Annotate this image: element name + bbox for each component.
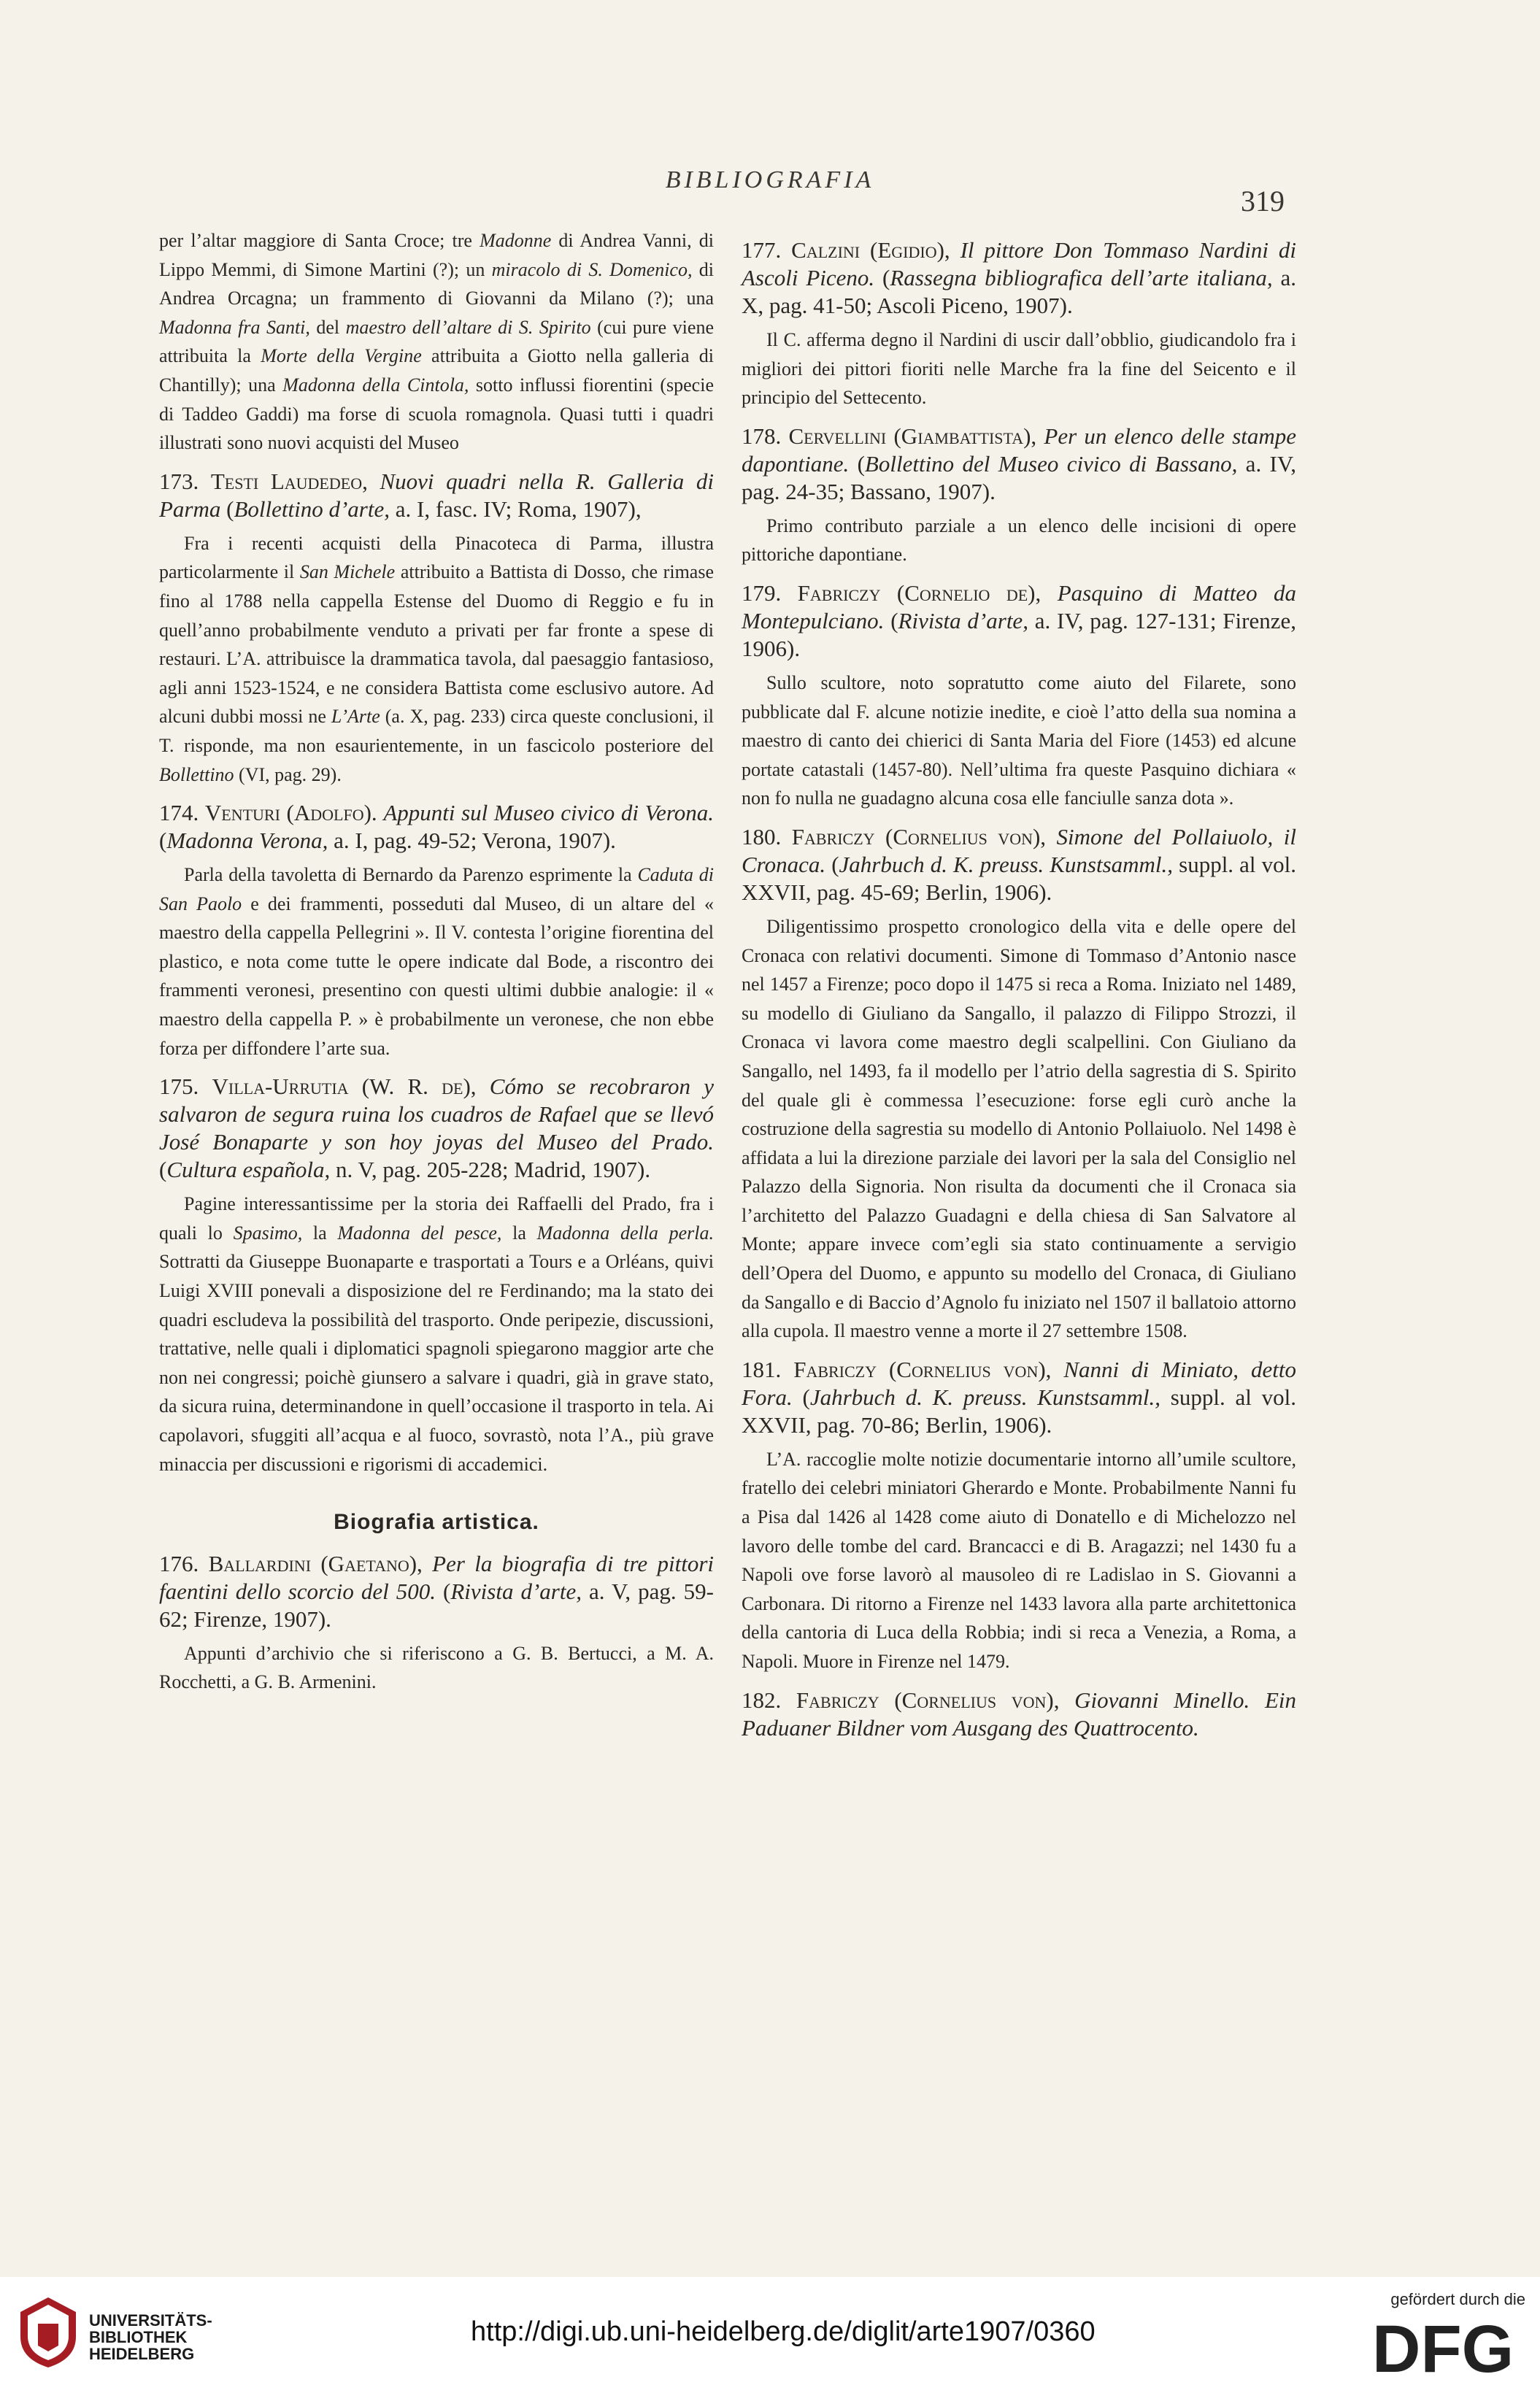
text-run: suppl. al vol. XXVII, pag. 70-86; Berlin, 1906). bbox=[742, 1384, 1296, 1438]
text-run: ( bbox=[159, 1157, 167, 1183]
text-run: ( bbox=[849, 450, 865, 477]
italic-title: Cómo se recobraron y salvaron de segura ruina los cuadros de Rafael que se llevó José Bonaparte y son hoy joyas del Museo del Prado. bbox=[159, 1074, 715, 1155]
paragraph-continued bbox=[159, 226, 714, 458]
text-run: 175. bbox=[159, 1074, 212, 1100]
text-run: 182. bbox=[742, 1687, 796, 1713]
entry-181-heading bbox=[742, 1356, 1296, 1439]
text-run bbox=[950, 237, 960, 263]
right-column bbox=[742, 226, 1296, 1742]
text-run: a. IV, pag. 24-35; Bassano, 1907). bbox=[742, 450, 1296, 504]
text-run: Diligentissimo prospetto cronologico della vita e delle opere del Cronaca con relativi documenti. Simone di Tommaso d’Antonio nasce nel 1457 a Firenze; poco dopo il 1475 si reca a Roma. Iniziato nel 1489, su modello di Giuliano da Sangallo, il palazzo di Filippo Strozzi, il Cronaca vi lavora come maestro degli scalpellini. Con Giuliano da Sangallo, nel 1493, fa il modello per l’atrio della sagrestia di S. Spirito del quale gli è commessa l’esecuzione: forse egli curò anche la costruzione della sagrestia su modello di Antonio Pollaiuolo. Nel 1498 è affidata a lui la direzione parziale dei lavori per la sala del Consiglio nel Palazzo della Signoria. Non risulta da documenti che il Cronaca sia l’architetto del Palazzo Guadagni e della chiesa di San Salvatore al Monte; appare invece com’egli sia stato continuamente a servigio dell’Opera del Duomo, e appunto su modello del Cronaca, di Giuliano da Sangallo e di Baccio d’Agnolo fu iniziato nel 1507 il ballatoio attorno alla cupola. Il maestro venne a morte il 27 settembre 1508. bbox=[742, 915, 1296, 1342]
dfg-logo-icon bbox=[1372, 2313, 1525, 2381]
italic-title: L’Arte bbox=[331, 706, 380, 728]
institution-name bbox=[89, 2312, 212, 2362]
text-run: per l’altar maggiore di Santa Croce; tre bbox=[159, 230, 480, 251]
author-name: Fabriczy (Cornelio de), bbox=[797, 579, 1042, 606]
university-library-logo-icon bbox=[16, 2294, 80, 2370]
author-name: Venturi (Adolfo). bbox=[204, 800, 377, 826]
text-run: (a. X, pag. 233) circa queste conclusioni, il T. risponde, ma non esaurientemente, in un fascicolo posteriore del bbox=[159, 706, 714, 756]
text-run: a. X, pag. 41-50; Ascoli Piceno, 1907). bbox=[742, 265, 1296, 318]
text-run: Parla della tavoletta di Bernardo da Parenzo esprimente la bbox=[184, 864, 638, 886]
italic-title: Rassegna bibliografica dell’arte italiana, bbox=[890, 265, 1273, 290]
text-run: a. I, fasc. IV; Roma, 1907), bbox=[390, 496, 642, 522]
text-run: Fra i recenti acquisti della Pinacoteca di Parma, illustra particolarmente il bbox=[159, 532, 714, 583]
italic-title: Jahrbuch d. K. preuss. Kunstsamml., bbox=[809, 1384, 1161, 1410]
italic-title: Spasimo, bbox=[233, 1222, 303, 1244]
entry-173-heading bbox=[159, 468, 714, 523]
running-head: BIBLIOGRAFIA bbox=[665, 166, 875, 193]
text-run: n. V, pag. 205-228; Madrid, 1907). bbox=[330, 1157, 651, 1183]
institution-line: UNIVERSITÄTS- bbox=[89, 2311, 212, 2330]
italic-title: Madonna della Cintola, bbox=[282, 374, 469, 396]
italic-title: San Michele bbox=[299, 561, 396, 583]
entry-176-text bbox=[159, 1639, 714, 1697]
italic-title: Per la biografia di tre pittori faentini dello scorcio del 500. bbox=[159, 1550, 715, 1604]
text-run: sotto influssi fiorentini (specie di Taddeo Gaddi) ma forse di scuola romagnola. Quasi tutti i quadri illustrati sono nuovi acquisti del Museo bbox=[159, 374, 714, 454]
author-name: Fabriczy (Cornelius von), bbox=[793, 1356, 1052, 1382]
text-run: a. IV, pag. 127-131; Firenze, 1906). bbox=[742, 607, 1297, 661]
text-run: attribuita a Giotto nella galleria di Chantilly); una bbox=[159, 345, 715, 396]
entry-179-heading bbox=[742, 579, 1296, 663]
left-column bbox=[159, 226, 714, 1697]
text-run bbox=[1046, 824, 1057, 849]
text-run: ( bbox=[884, 607, 898, 633]
italic-title: Madonna del pesce, bbox=[337, 1222, 502, 1244]
text-run: del bbox=[309, 316, 346, 338]
entry-178-text bbox=[742, 512, 1296, 569]
italic-title: Caduta di San Paolo bbox=[159, 864, 714, 914]
text-run: (VI, pag. 29). bbox=[234, 763, 342, 785]
page-number: 319 bbox=[1241, 185, 1285, 217]
text-run: 174. bbox=[159, 800, 205, 826]
entry-177-heading bbox=[742, 236, 1296, 320]
text-run: 180. bbox=[742, 823, 792, 849]
text-run: la bbox=[302, 1222, 338, 1244]
entry-182-heading bbox=[742, 1687, 1296, 1742]
text-run: ( bbox=[436, 1578, 451, 1604]
text-run: ( bbox=[874, 265, 890, 290]
footer-bar bbox=[0, 2277, 1540, 2393]
italic-title: Pasquino di Matteo da Montepulciano. bbox=[742, 579, 1296, 633]
text-run: Appunti d’archivio che si riferiscono a G. B. Bertucci, a M. A. Rocchetti, a G. B. Armenini. bbox=[159, 1642, 714, 1693]
author-name: Cervellini (Giambattista), bbox=[788, 423, 1037, 449]
italic-title: maestro dell’altare di S. Spirito bbox=[345, 316, 591, 338]
entry-174-text bbox=[159, 860, 714, 1063]
text-run: ( bbox=[159, 828, 167, 854]
entry-180-heading bbox=[742, 823, 1296, 906]
entry-175-text bbox=[159, 1190, 714, 1479]
entry-179-text bbox=[742, 668, 1296, 813]
text-run bbox=[423, 1551, 432, 1576]
entry-174-heading bbox=[159, 799, 714, 855]
author-name: Fabriczy (Cornelius von), bbox=[791, 823, 1047, 849]
entry-177-text bbox=[742, 325, 1296, 412]
italic-title: Nanni di Miniato, detto Fora. bbox=[742, 1356, 1296, 1410]
text-run: di Andrea Vanni, di Lippo Memmi, di Simone Martini (?); un bbox=[159, 230, 714, 280]
section-heading: Biografia artistica. bbox=[334, 1510, 539, 1535]
text-run: (cui pure viene attribuita la bbox=[159, 316, 714, 367]
author-name: Calzini (Egidio), bbox=[791, 237, 950, 263]
italic-title: Per un elenco delle stampe dapontiane. bbox=[742, 423, 1297, 477]
text-run: di Andrea Orcagna; un frammento di Giovanni da Milano (?); una bbox=[159, 258, 714, 309]
author-name: Testi Laudedeo, bbox=[210, 468, 368, 494]
entry-175-heading bbox=[159, 1073, 714, 1184]
text-run: 178. bbox=[742, 423, 789, 449]
text-run bbox=[1051, 1357, 1063, 1382]
author-name: Villa-Urrutia (W. R. de), bbox=[212, 1074, 477, 1100]
entry-173-text bbox=[159, 529, 714, 789]
text-run: ( bbox=[825, 851, 839, 877]
author-name: Ballardini (Gaetano), bbox=[208, 1550, 423, 1576]
text-run: e dei frammenti, posseduti dal Museo, di un altare del « maestro della cappella Pellegrini ». Il V. contesta l’origine fiorentina del plastico, e nota come tutte le opere indicate dal Bode, a riscontro dei frammenti veronesi, presentino con questi ultimi dubbie analogie: il « maestro della cappella P. » è probabilmente un veronese, che non ebbe forza per diffondere l’arte sua. bbox=[159, 893, 715, 1059]
text-run: L’A. raccoglie molte notizie documentarie intorno all’umile scultore, fratello dei celebri miniatori Gherardo e Monte. Probabilmente Nanni fu a Pisa dal 1426 al 1428 come aiuto di Donatello e di Michelozzo nel lavoro delle tombe del card. Brancacci e di B. Aragazzi; nel 1430 fu a Napoli ove forse lavorò al mausoleo di re Ladislao in S. Giovanni a Carbonara. Di ritorno a Firenze nel 1433 lavora alla parte architettonica della cantoria di Luca della Robbia; indi si reca a Venezia, a Roma, a Napoli. Muore in Firenze nel 1479. bbox=[742, 1448, 1296, 1672]
italic-title: Madonna Verona, bbox=[166, 828, 328, 854]
text-run: 176. bbox=[159, 1550, 209, 1576]
text-run bbox=[1059, 1687, 1074, 1713]
italic-title: Rivista d’arte, bbox=[450, 1578, 582, 1604]
text-run: 181. bbox=[742, 1356, 794, 1382]
text-run: Pagine interessantissime per la storia dei Raffaelli del Prado, fra i quali lo bbox=[159, 1193, 714, 1244]
author-name: Fabriczy (Cornelius von), bbox=[796, 1687, 1060, 1713]
text-run: Sullo scultore, noto sopratutto come aiuto del Filarete, sono pubblicate dal F. alcune notizie inedite, e cioè l’atto della sua nomina a maestro di canto dei chierici di Santa Maria del Fiore (1453) ed alcune portate catastali (1457-80). Nell’ultima fra queste Pasquino dichiara « non fo nulla ne guadagno alcuna cosa elle fanciulle sanza dota ». bbox=[742, 671, 1296, 809]
italic-title: Jahrbuch d. K. preuss. Kunstsamml., bbox=[839, 851, 1174, 877]
italic-title: Nuovi quadri nella R. Galleria di Parma bbox=[159, 468, 715, 522]
text-run: a. I, pag. 49-52; Verona, 1907). bbox=[328, 828, 616, 854]
text-run: Sottratti da Giuseppe Buonaparte e trasportati a Tours e a Orléans, quivi Luigi XVIII ponevali a disposizione del re Ferdinando; ma la stato dei quadri escludeva la possibilità del trasporto. Onde peripezie, discussioni, trattative, nelle quali i diplomatici spagnoli spiegarono maggior arte che non nei congressi; poichè giunsero a salvare i quadri, già in grave stato, da sicura ruina, determinandone in quell’occasione il trasporto in tela. Ai capolavori, sfuggiti all’acqua e al fuoco, sovrastò, nota l’A., più grave minaccia per discussioni e rigorismi di accademici. bbox=[159, 1251, 714, 1475]
italic-title: Rivista d’arte, bbox=[898, 607, 1028, 633]
text-run: a. V, pag. 59-62; Firenze, 1907). bbox=[159, 1578, 714, 1632]
text-run bbox=[1041, 580, 1057, 606]
institution-line: HEIDELBERG bbox=[89, 2345, 195, 2363]
text-run: attribuito a Battista di Dosso, che rimase fino al 1788 nella cappella Estense del Duomo di Reggio e fu in quell’anno probabilmente venduto a privati per far fronte a spese di restauri. L’A. attribuisce la drammatica tavola, dal paesaggio fantasioso, agli anni 1523-1524, e ne considera Battista come esclusivo autore. Ad alcuni dubbi mossi ne bbox=[159, 561, 714, 728]
funder-label: gefördert durch die bbox=[1390, 2290, 1525, 2308]
italic-title: Simone del Pollaiuolo, il Cronaca. bbox=[742, 823, 1297, 877]
text-run: ( bbox=[792, 1384, 810, 1410]
italic-title: Giovanni Minello. Ein Paduaner Bildner vom Ausgang des Quattrocento. bbox=[742, 1687, 1296, 1741]
italic-title: Appunti sul Museo civico di Verona. bbox=[383, 800, 715, 826]
italic-title: Il pittore Don Tommaso Nardini di Ascoli Piceno. bbox=[742, 237, 1297, 290]
text-run: ( bbox=[220, 496, 234, 522]
italic-title: Madonna fra Santi, bbox=[159, 316, 310, 338]
italic-title: miracolo di S. Domenico, bbox=[491, 258, 693, 280]
italic-title: Bollettino del Museo civico di Bassano, bbox=[864, 450, 1238, 477]
text-run bbox=[368, 469, 380, 494]
italic-title: Madonne bbox=[480, 230, 552, 251]
italic-title: Morte della Vergine bbox=[261, 345, 422, 367]
dfg-logo-text: DFG bbox=[1372, 2313, 1514, 2381]
text-run bbox=[477, 1074, 490, 1099]
text-run bbox=[1036, 423, 1044, 449]
entry-178-heading bbox=[742, 423, 1296, 506]
italic-title: Bollettino bbox=[159, 763, 234, 785]
italic-title: Cultura española, bbox=[166, 1157, 331, 1183]
italic-title: Madonna della perla. bbox=[536, 1222, 715, 1244]
institution-line: BIBLIOTHEK bbox=[89, 2328, 188, 2346]
source-url-link[interactable]: http://digi.ub.uni-heidelberg.de/diglit/arte1907/0360 bbox=[471, 2316, 1096, 2347]
entry-180-text bbox=[742, 912, 1296, 1346]
text-run: Primo contributo parziale a un elenco delle incisioni di opere pittoriche dapontiane. bbox=[742, 515, 1296, 566]
text-run: 179. bbox=[742, 579, 798, 606]
italic-title: Bollettino d’arte, bbox=[234, 496, 390, 522]
text-run: suppl. al vol. XXVII, pag. 45-69; Berlin, 1906). bbox=[742, 851, 1296, 905]
entry-181-text bbox=[742, 1445, 1296, 1676]
text-run: Il C. afferma degno il Nardini di uscir dall’obblio, giudicandolo fra i migliori dei pittori fioriti nelle Marche fra la fine del Seicento e il principio del Settecento. bbox=[742, 329, 1296, 409]
entry-176-heading bbox=[159, 1550, 714, 1633]
text-run: 173. bbox=[159, 468, 211, 494]
text-run: la bbox=[501, 1222, 537, 1244]
text-run: 177. bbox=[742, 237, 792, 263]
